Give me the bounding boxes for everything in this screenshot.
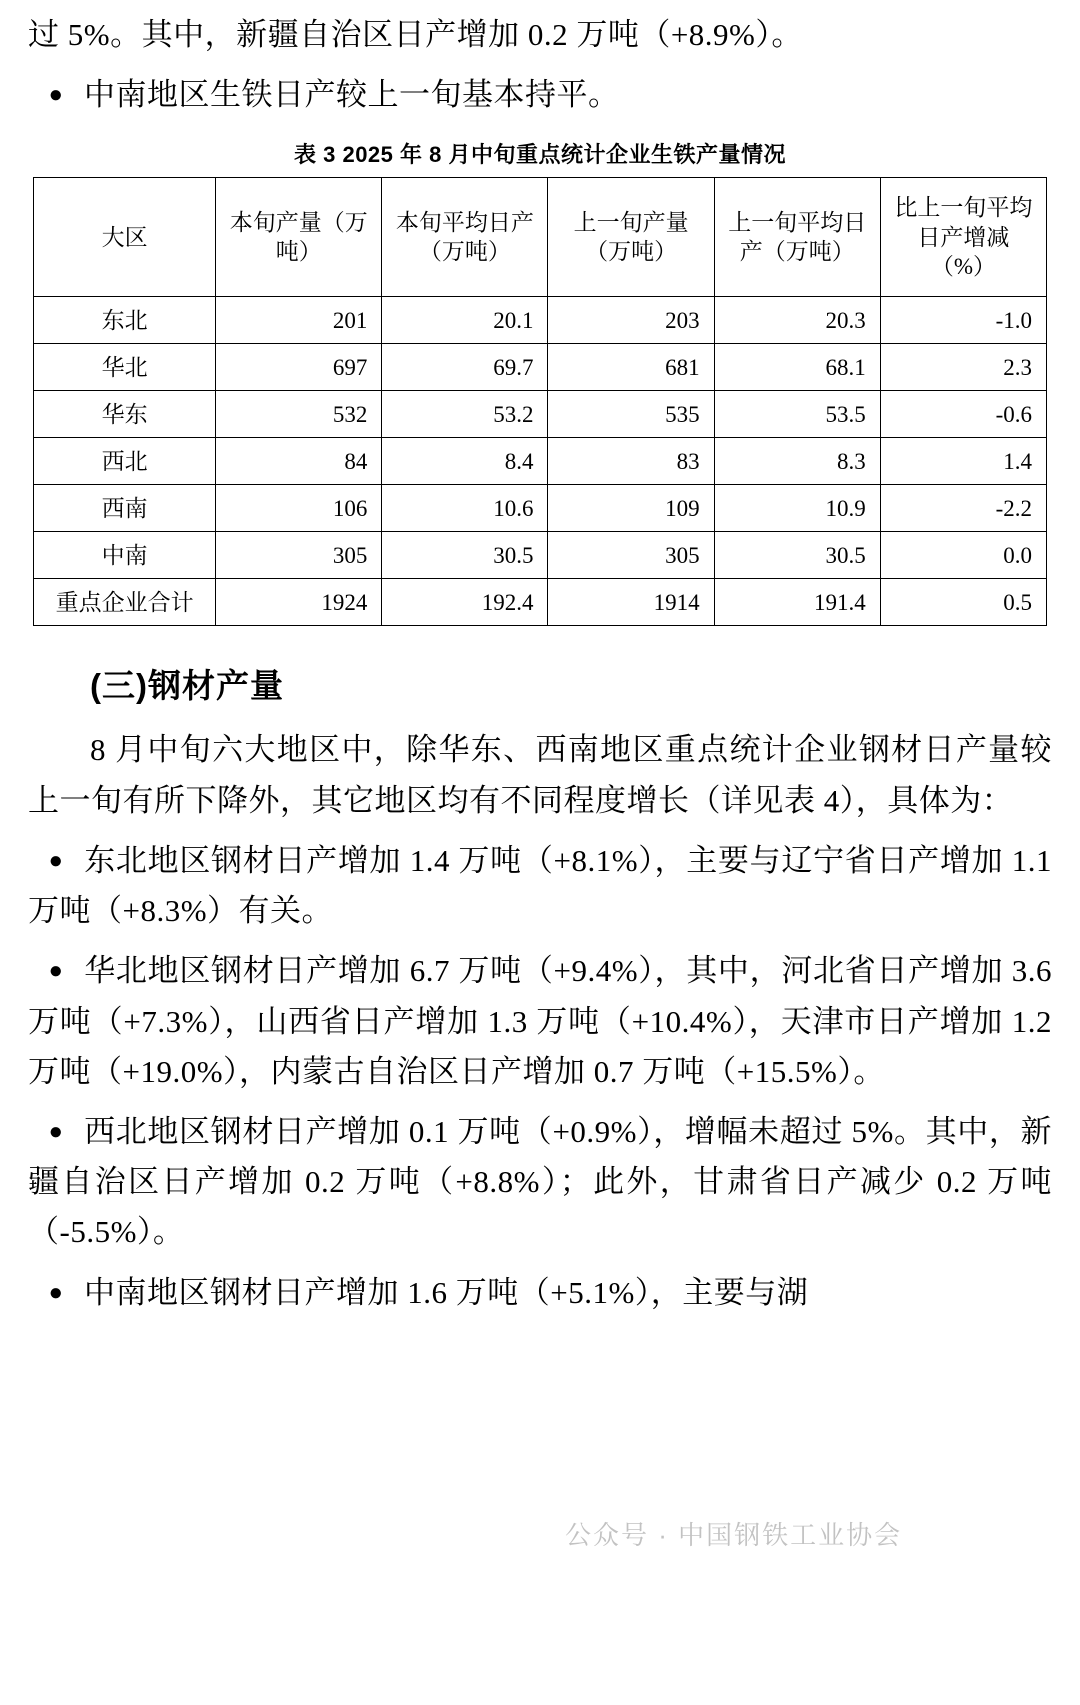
bullet-dongbei [28,836,1052,936]
table-cell-value: 681 [548,344,714,391]
bullet-text: 华北地区钢材日产增加 6.7 万吨（+9.4%），其中，河北省日产增加 3.6 万吨（+7.3%），山西省日产增加 1.3 万吨（+10.4%），天津市日产增加 1.2 万吨（+19.0%），内蒙古自治区日产增加 0.7 万吨（+15.5%）。 [28,953,1052,1089]
table-cell-region: 中南 [34,532,216,579]
table-cell-value: 1914 [548,579,714,626]
bullet-icon: ● [48,847,64,874]
table-cell-value: 30.5 [382,532,548,579]
table-row [34,438,1047,485]
bullet-icon: ● [48,1279,64,1306]
table-row [34,297,1047,344]
table-cell-region: 华东 [34,391,216,438]
table-cell-value: 2.3 [880,344,1046,391]
bullet-xibei [28,1107,1052,1258]
table-cell-region: 华北 [34,344,216,391]
table-cell-value: 191.4 [714,579,880,626]
table-cell-value: 106 [216,485,382,532]
table-header-cell: 比上一旬平均日产增减（%） [880,178,1046,297]
table-cell-value: 0.0 [880,532,1046,579]
bullet-huabei [28,946,1052,1097]
table-cell-value: 535 [548,391,714,438]
bullet-text: 东北地区钢材日产增加 1.4 万吨（+8.1%），主要与辽宁省日产增加 1.1 万吨（+8.3%）有关。 [28,842,1052,929]
bullet-zhongnan-pig-iron [28,70,1052,120]
table-row [34,579,1047,626]
table-header-row [34,178,1047,297]
paragraph-steel-intro: 8 月中旬六大地区中，除华东、西南地区重点统计企业钢材日产量较上一旬有所下降外，其它地区均有不同程度增长（详见表 4），具体为： [28,732,1052,818]
table-cell-value: 53.2 [382,391,548,438]
table-cell-value: 532 [216,391,382,438]
table-cell-value: 201 [216,297,382,344]
table-row [34,532,1047,579]
table-row [34,391,1047,438]
table-cell-region: 东北 [34,297,216,344]
bullet-icon: ● [48,82,64,109]
table-cell-value: 69.7 [382,344,548,391]
bullet-zhongnan-steel [28,1268,1052,1318]
table-row [34,485,1047,532]
table-cell-value: 1.4 [880,438,1046,485]
table-cell-value: 10.9 [714,485,880,532]
table3-caption: 表 3 2025 年 8 月中旬重点统计企业生铁产量情况 [294,142,786,168]
section-heading-steel-output: (三)钢材产量 [90,667,284,705]
table-cell-value: 68.1 [714,344,880,391]
paragraph-top: 过 5%。其中，新疆自治区日产增加 0.2 万吨（+8.9%）。 [28,17,803,52]
table-header-cell: 上一旬产量（万吨） [548,178,714,297]
table-cell-value: 20.1 [382,297,548,344]
table-cell-value: 20.3 [714,297,880,344]
table-cell-value: 8.3 [714,438,880,485]
table-cell-value: 10.6 [382,485,548,532]
bullet-text: 中南地区钢材日产增加 1.6 万吨（+5.1%），主要与湖 [84,1274,809,1310]
bullet-text: 中南地区生铁日产较上一旬基本持平。 [84,77,620,113]
table-cell-value: 53.5 [714,391,880,438]
table-header-cell: 本旬产量（万吨） [216,178,382,297]
table-cell-value: 192.4 [382,579,548,626]
table-header-cell: 本旬平均日产（万吨） [382,178,548,297]
table-cell-region: 重点企业合计 [34,579,216,626]
table-cell-value: 0.5 [880,579,1046,626]
table-cell-value: -0.6 [880,391,1046,438]
table-cell-value: 30.5 [714,532,880,579]
table-header-cell: 上一旬平均日产（万吨） [714,178,880,297]
table-cell-value: 83 [548,438,714,485]
table-cell-value: 8.4 [382,438,548,485]
table-cell-value: 305 [548,532,714,579]
bullet-text: 西北地区钢材日产增加 0.1 万吨（+0.9%），增幅未超过 5%。其中，新疆自治区日产增加 0.2 万吨（+8.8%）；此外，甘肃省日产减少 0.2 万吨（-5.5%）。 [28,1113,1052,1250]
table-cell-value: 1924 [216,579,382,626]
table3 [33,177,1047,626]
table-cell-region: 西北 [34,438,216,485]
table-cell-value: -1.0 [880,297,1046,344]
table-cell-value: 305 [216,532,382,579]
bullet-icon: ● [48,958,64,985]
table-row [34,344,1047,391]
table-cell-region: 西南 [34,485,216,532]
table-cell-value: 109 [548,485,714,532]
watermark: 公众号 · 中国钢铁工业协会 [565,1520,903,1550]
table-header-cell: 大区 [34,178,216,297]
table-cell-value: 697 [216,344,382,391]
bullet-icon: ● [48,1118,64,1145]
table-cell-value: 203 [548,297,714,344]
table-cell-value: -2.2 [880,485,1046,532]
table-cell-value: 84 [216,438,382,485]
